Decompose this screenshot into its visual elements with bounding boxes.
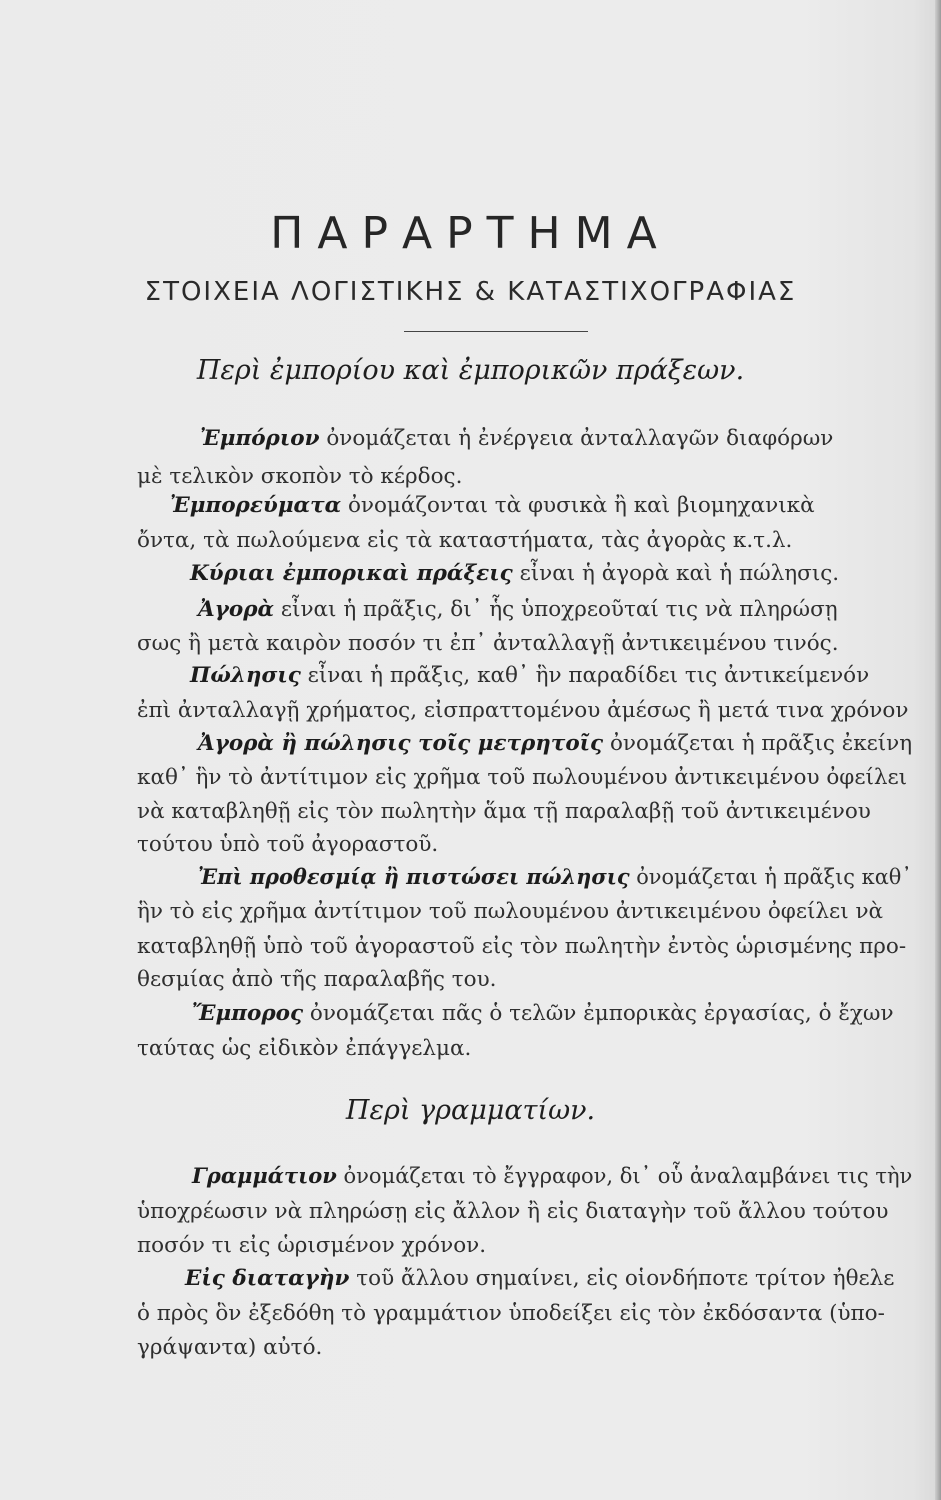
text-line: σως ἢ μετὰ καιρὸν ποσόν τι ἐπ᾿ ἀνταλλαγῇ ἀντικειμένου τινός.: [137, 631, 839, 656]
text-line: ὑποχρέωσιν νὰ πληρώσῃ εἰς ἄλλον ἢ εἰς διαταγὴν τοῦ ἄλλου τούτου: [137, 1199, 889, 1224]
text-line: θεσμίας ἀπὸ τῆς παραλαβῆς του.: [137, 967, 497, 992]
text-line: ποσόν τι εἰς ὡρισμένον χρόνον.: [137, 1233, 487, 1258]
text-line: Ἐμπορεύματα ὀνομάζονται τὰ φυσικὰ ἢ καὶ βιομηχανικὰ: [170, 493, 815, 518]
text-line: Κύριαι ἐμπορικαὶ πράξεις εἶναι ἡ ἀγορὰ καὶ ἡ πώλησις.: [190, 561, 840, 586]
text-line: Ἀγορὰ ἢ πώλησις τοῖς μετρητοῖς ὀνομάζεται ἡ πρᾶξις ἐκείνη: [198, 731, 913, 756]
text-line: καθ᾿ ἣν τὸ ἀντίτιμον εἰς χρῆμα τοῦ πωλουμένου ἀντικειμένου ὀφείλει: [137, 765, 908, 790]
text-line: γράψαντα) αὐτό.: [137, 1335, 323, 1360]
page-title: ΠΑΡΑΡΤΗΜΑ: [270, 208, 671, 259]
text-line: Ἀγορὰ εἶναι ἡ πρᾶξις, δι᾿ ἧς ὑποχρεοῦταί τις νὰ πληρώσῃ: [198, 597, 838, 622]
text-line: Ἐμπόριον ὀνομάζεται ἡ ἐνέργεια ἀνταλλαγῶν διαφόρων: [200, 426, 834, 451]
text-line: Γραμμάτιον ὀνομάζεται τὸ ἔγγραφον, δι᾿ οὗ ἀναλαμβάνει τις τὴν: [192, 1164, 913, 1189]
page-subtitle: ΣΤΟΙΧΕΙΑ ΛΟΓΙΣΤΙΚΗΣ & ΚΑΤΑΣΤΙΧΟΓΡΑΦΙΑΣ: [144, 277, 797, 307]
section-heading-notes: Περὶ γραμματίων.: [345, 1095, 596, 1126]
text-line: τούτου ὑπὸ τοῦ ἀγοραστοῦ.: [137, 832, 439, 857]
text-line: ἐπὶ ἀνταλλαγῇ χρήματος, εἰσπραττομένου ἀμέσως ἢ μετά τινα χρόνον: [137, 698, 909, 723]
text-line: καταβληθῇ ὑπὸ τοῦ ἀγοραστοῦ εἰς τὸν πωλητὴν ἐντὸς ὡρισμένης προ-: [137, 934, 907, 959]
text-line: ταύτας ὡς εἰδικὸν ἐπάγγελμα.: [137, 1036, 472, 1061]
text-line: Ἐπὶ προθεσμίᾳ ἢ πιστώσει πώλησις ὀνομάζεται ἡ πρᾶξις καθ᾿: [198, 865, 912, 890]
text-line: ὄντα, τὰ πωλούμενα εἰς τὰ καταστήματα, τὰς ἀγορὰς κ.τ.λ.: [137, 528, 793, 553]
text-line: Εἰς διαταγὴν τοῦ ἄλλου σημαίνει, εἰς οἱονδήποτε τρίτον ἠθελε: [185, 1266, 895, 1291]
text-line: ἣν τὸ εἰς χρῆμα ἀντίτιμον τοῦ πωλουμένου ἀντικειμένου ὀφείλει νὰ: [137, 899, 884, 924]
text-line: μὲ τελικὸν σκοπὸν τὸ κέρδος.: [137, 464, 463, 489]
title-divider: [404, 331, 588, 332]
text-line: νὰ καταβληθῇ εἰς τὸν πωλητὴν ἅμα τῇ παραλαβῇ τοῦ ἀντικειμένου: [137, 799, 871, 824]
text-line: ὁ πρὸς ὃν ἐξεδόθη τὸ γραμμάτιον ὑποδείξει εἰς τὸν ἐκδόσαντα (ὑπο-: [137, 1301, 885, 1326]
text-line: Ἔμπορος ὀνομάζεται πᾶς ὁ τελῶν ἐμπορικὰς ἐργασίας, ὁ ἔχων: [192, 1001, 894, 1026]
section-heading-commerce: Περὶ ἐμπορίου καὶ ἐμπορικῶν πράξεων.: [196, 355, 745, 386]
text-line: Πώλησις εἶναι ἡ πρᾶξις, καθ᾿ ἣν παραδίδει τις ἀντικείμενόν: [190, 663, 870, 688]
